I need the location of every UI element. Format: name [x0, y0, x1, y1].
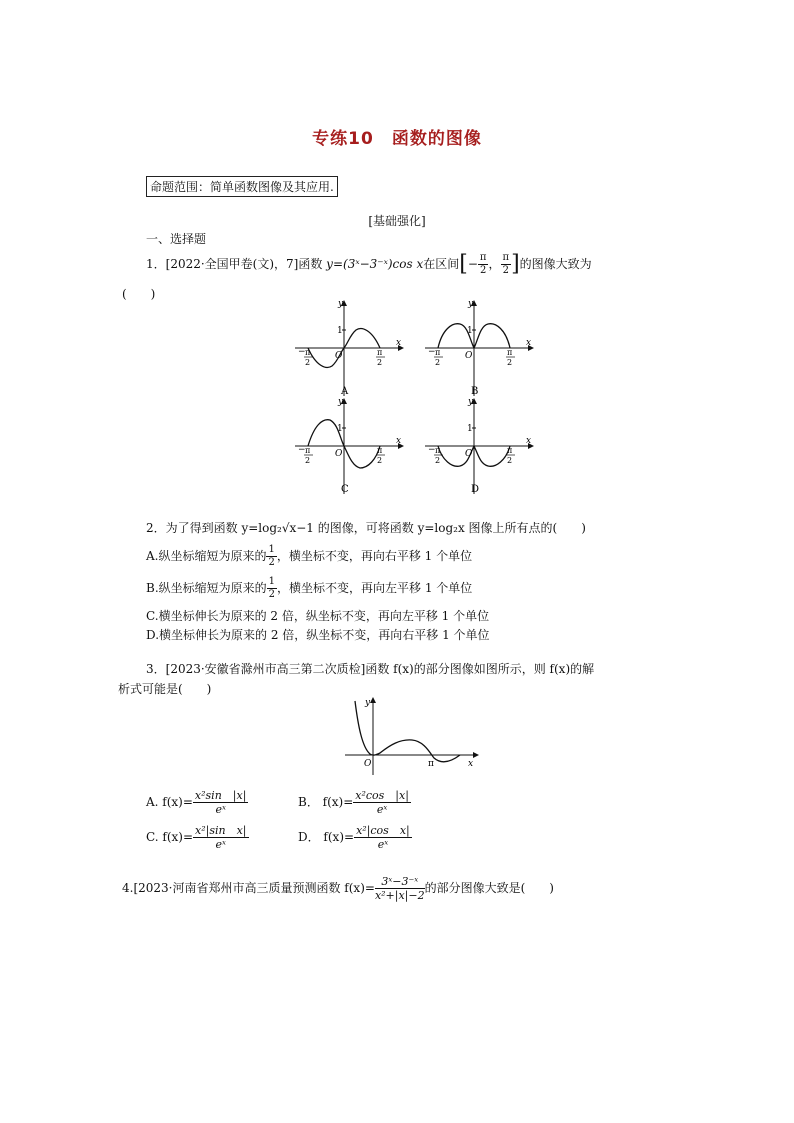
q3-option-a: A. f(x)= $\frac{\text{x²sin |x|}}{\text{eˣ}}$	[146, 789, 247, 816]
svg-text:π: π	[507, 446, 513, 455]
graph-b-origin: O	[465, 351, 473, 361]
svg-text:−: −	[428, 347, 436, 357]
q2-option-a: A.纵坐标缩短为原来的 $\frac{1}{2}$ ，横坐标不变，再向右平移 1 个单位	[146, 544, 473, 568]
q1-number: 1．	[146, 257, 166, 271]
q3-graph	[340, 695, 480, 777]
graph-b	[420, 298, 535, 398]
svg-text:2: 2	[377, 456, 383, 465]
question-4-stem: 4.[2023·河南省郑州市高三质量预测函数 f(x)= $\frac{\text{3ˣ−3⁻ˣ}}{\text{x²+|x|−2}}$ 的部分图像大致是( )	[122, 875, 554, 902]
q3-option-c: C. f(x)= $\frac{\text{x²|sin x|}}{\text{eˣ}}$	[146, 824, 247, 851]
q2-option-c: C.横坐标伸长为原来的 2 倍，纵坐标不变，再向左平移 1 个单位	[146, 609, 490, 623]
svg-text:−: −	[298, 347, 306, 357]
half-pi: $\frac{\pi}{2}$	[502, 252, 510, 276]
svg-text:π: π	[435, 446, 441, 455]
svg-text:π: π	[435, 348, 441, 357]
q3-graph-y-label: y	[365, 698, 371, 708]
scope-box: 命题范围：简单函数图像及其应用.	[146, 176, 338, 197]
svg-text:2: 2	[305, 456, 311, 465]
q2-option-d: D.横坐标伸长为原来的 2 倍，纵坐标不变，再向右平移 1 个单位	[146, 628, 490, 642]
svg-text:π: π	[377, 446, 383, 455]
svg-text:2: 2	[507, 456, 513, 465]
q3-option-b: B． f(x)= $\frac{\text{x²cos |x|}}{\text{eˣ}}$	[298, 789, 409, 816]
svg-text:π: π	[507, 348, 513, 357]
q2-option-b: B.纵坐标缩短为原来的 $\frac{1}{2}$ ，横坐标不变，再向左平移 1 个单位	[146, 576, 473, 600]
graph-b-label: B	[471, 386, 479, 397]
q1-function: y=(3ˣ−3⁻ˣ)cos x	[326, 257, 424, 271]
graph-a-one: 1	[337, 326, 343, 336]
svg-text:−: −	[298, 445, 306, 455]
svg-text:π: π	[377, 348, 383, 357]
part-heading: 一、选择题	[146, 232, 207, 246]
svg-text:2: 2	[435, 456, 441, 465]
section-heading: [基础强化]	[368, 214, 426, 228]
question-3-line2: 析式可能是( )	[118, 682, 212, 696]
graph-a-label: A	[341, 386, 349, 397]
graph-b-one: 1	[467, 326, 473, 336]
q3-option-d: D． f(x)= $\frac{\text{x²|cos x|}}{\text{eˣ}}$	[298, 824, 410, 851]
graph-a-y-label: y	[338, 299, 344, 309]
q1-mid: 在区间	[423, 257, 460, 271]
right-bracket: ]	[511, 251, 520, 277]
q1-source: [2022·全国甲卷(文)，7]函数	[165, 257, 327, 271]
q3-graph-origin: O	[364, 759, 372, 769]
graph-b-y-label: y	[468, 299, 474, 309]
svg-text:2: 2	[377, 358, 383, 367]
graph-c	[290, 396, 405, 496]
graph-d-label: D	[471, 484, 480, 495]
graph-b-x-label: x	[526, 338, 532, 348]
graph-d-origin: O	[465, 449, 473, 459]
graph-a	[290, 298, 405, 398]
graph-a-x-label: x	[396, 338, 402, 348]
svg-text:2: 2	[435, 358, 441, 367]
page-title: 专练10 函数的图像	[312, 129, 482, 149]
neg-half-pi: $\frac{\pi}{2}$	[479, 252, 487, 276]
question-2-stem: 2．为了得到函数 y=log₂√x−1 的图像，可将函数 y=log₂x 图像上所有点的( )	[146, 521, 586, 535]
left-bracket: [	[459, 251, 468, 277]
svg-text:π: π	[305, 446, 311, 455]
graph-d-x-label: x	[526, 436, 532, 446]
svg-text:2: 2	[305, 358, 311, 367]
graph-c-x-label: x	[396, 436, 402, 446]
q1-answer-paren: ( )	[122, 287, 156, 301]
q3-graph-pi: π	[428, 759, 434, 769]
q1-after: 的图像大致为	[519, 257, 592, 271]
svg-text:π: π	[305, 348, 311, 357]
graph-c-origin: O	[335, 449, 343, 459]
question-1-stem: 1．[2022·全国甲卷(文)，7]函数 y=(3ˣ−3⁻ˣ)cos x在区间[− $\frac{\pi}{2}$ ， $\frac{\pi}{2}$ ]的图像大致为	[146, 251, 592, 277]
graph-d-one: 1	[467, 424, 473, 434]
svg-text:2: 2	[507, 358, 513, 367]
graph-d	[420, 396, 535, 496]
graph-c-label: C	[341, 484, 349, 495]
q3-graph-x-label: x	[468, 759, 474, 769]
graph-d-y-label: y	[468, 397, 474, 407]
svg-text:−: −	[428, 445, 436, 455]
graph-c-one: 1	[337, 424, 343, 434]
graph-a-origin: O	[335, 351, 343, 361]
question-3-line1: 3．[2023·安徽省滁州市高三第二次质检]函数 f(x)的部分图像如图所示，则 f(x)的解	[146, 662, 595, 676]
graph-c-y-label: y	[338, 397, 344, 407]
